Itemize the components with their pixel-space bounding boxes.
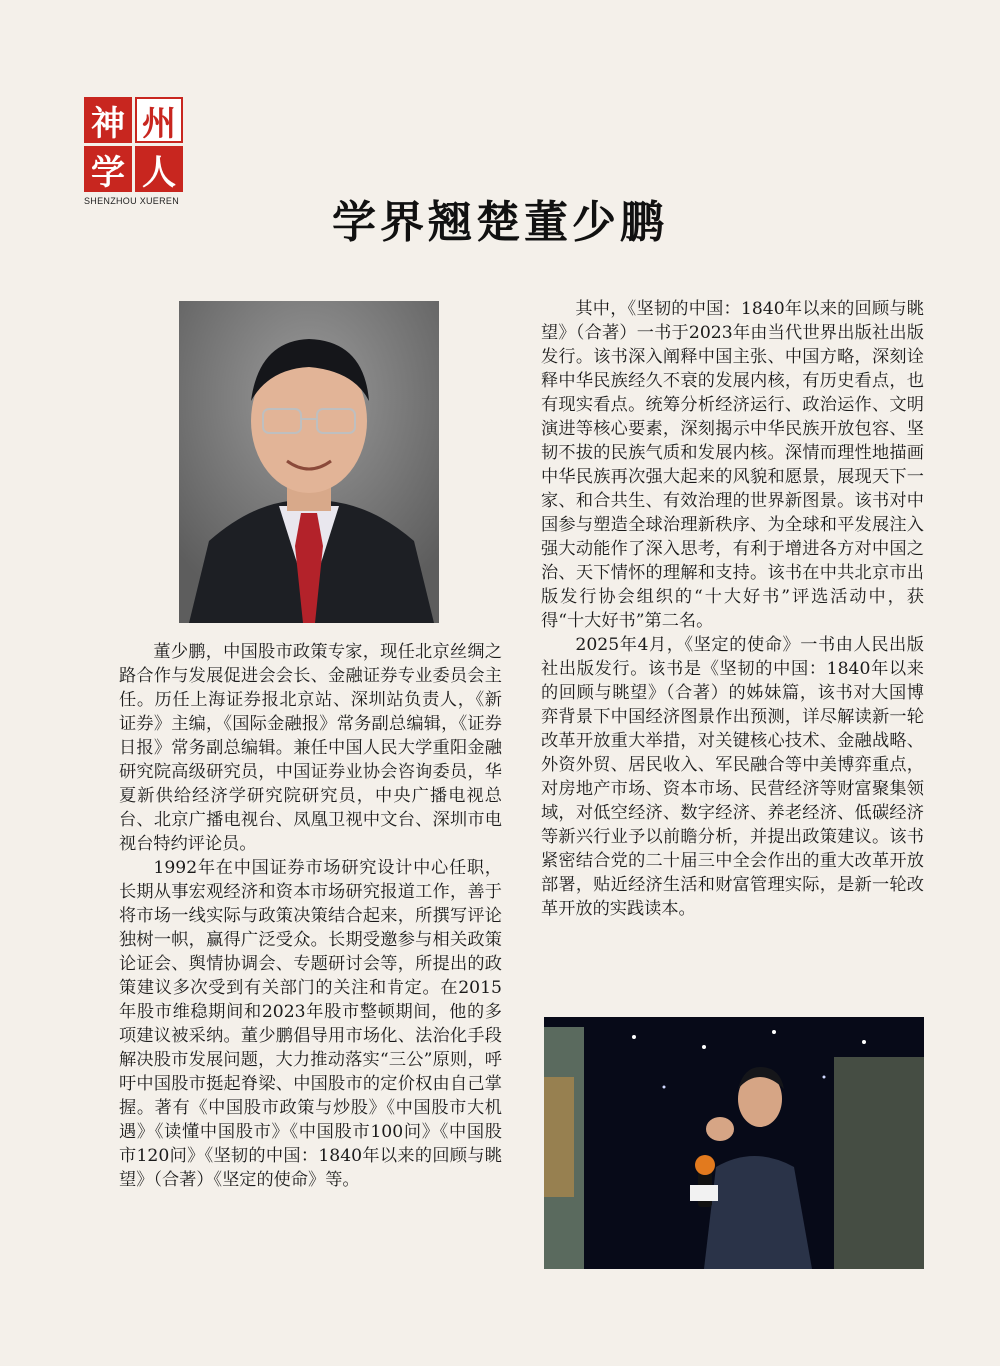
left-text-column	[119, 640, 502, 1192]
logo-subtitle: SHENZHOU XUEREN	[84, 196, 180, 206]
page-title: 学界翘楚董少鹏	[332, 197, 668, 248]
speaking-illustration	[544, 1017, 924, 1269]
paragraph-book-two: 2025年4月，《坚定的使命》一书由人民出版社出版发行。该书是《坚韧的中国：1840年以来的回顾与眺望》（合著）的姊妹篇，该书对大国博弈背景下中国经济图景作出预测，详尽解读新一轮改革开放重大举措，对关键核心技术、金融战略、外资外贸、居民收入、军民融合等中美博弈重点，对房地产市场、资本市场、民营经济等财富聚集领域，对低空经济、数字经济、养老经济、低碳经济等新兴行业予以前瞻分析，并提出政策建议。该书紧密结合党的二十届三中全会作出的重大改革开放部署，贴近经济生活和财富管理实际，是新一轮改革开放的实践读本。	[541, 635, 924, 919]
portrait-photo	[179, 301, 439, 623]
paragraph-bio: 董少鹏，中国股市政策专家，现任北京丝绸之路合作与发展促进会会长、金融证券专业委员会主任。历任上海证券报北京站、深圳站负责人，《新证券》主编，《国际金融报》常务副总编辑，《证券日报》常务副总编辑。兼任中国人民大学重阳金融研究院高级研究员，中国证券业协会咨询委员，华夏新供给经济学研究院研究员，中央广播电视总台、北京广播电视台、凤凰卫视中文台、深圳市电视台特约评论员。	[119, 642, 502, 854]
logo-char-ren: 人	[135, 146, 183, 192]
speaking-photo	[544, 1017, 924, 1269]
logo-grid	[84, 97, 184, 192]
right-text-column	[541, 297, 924, 921]
logo-char-shen: 神	[84, 97, 132, 143]
portrait-illustration	[179, 301, 439, 623]
logo-char-xue: 学	[84, 146, 132, 192]
paragraph-book-one: 其中，《坚韧的中国：1840年以来的回顾与眺望》（合著）一书于2023年由当代世界出版社出版发行。该书深入阐释中国主张、中国方略，深刻诠释中华民族经久不衰的发展内核，有历史看点，也有现实看点。统筹分析经济运行、政治运作、文明演进等核心要素，深刻揭示中华民族开放包容、坚韧不拔的民族气质和发展内核。深情而理性地描画中华民族再次强大起来的风貌和愿景，展现天下一家、和合共生、有效治理的世界新图景。该书对中国参与塑造全球治理新秩序、为全球和平发展注入强大动能作了深入思考，有利于增进各方对中国之治、天下情怀的理解和支持。该书在中共北京市出版发行协会组织的“十大好书”评选活动中，获得“十大好书”第二名。	[541, 299, 924, 631]
paragraph-career: 1992年在中国证券市场研究设计中心任职，长期从事宏观经济和资本市场研究报道工作，善于将市场一线实际与政策决策结合起来，所撰写评论独树一帜，赢得广泛受众。长期受邀参与相关政策论证会、舆情协调会、专题研讨会等，所提出的政策建议多次受到有关部门的关注和肯定。在2015年股市维稳期间和2023年股市整顿期间，他的多项建议被采纳。董少鹏倡导用市场化、法治化手段解决股市发展问题，大力推动落实“三公”原则，呼吁中国股市挺起脊梁、中国股市的定价权由自己掌握。著有《中国股市政策与炒股》《中国股市大机遇》《读懂中国股市》《中国股市100问》《中国股市120问》《坚韧的中国：1840年以来的回顾与眺望》（合著）《坚定的使命》等。	[119, 858, 502, 1190]
logo-char-zhou: 州	[135, 97, 183, 143]
